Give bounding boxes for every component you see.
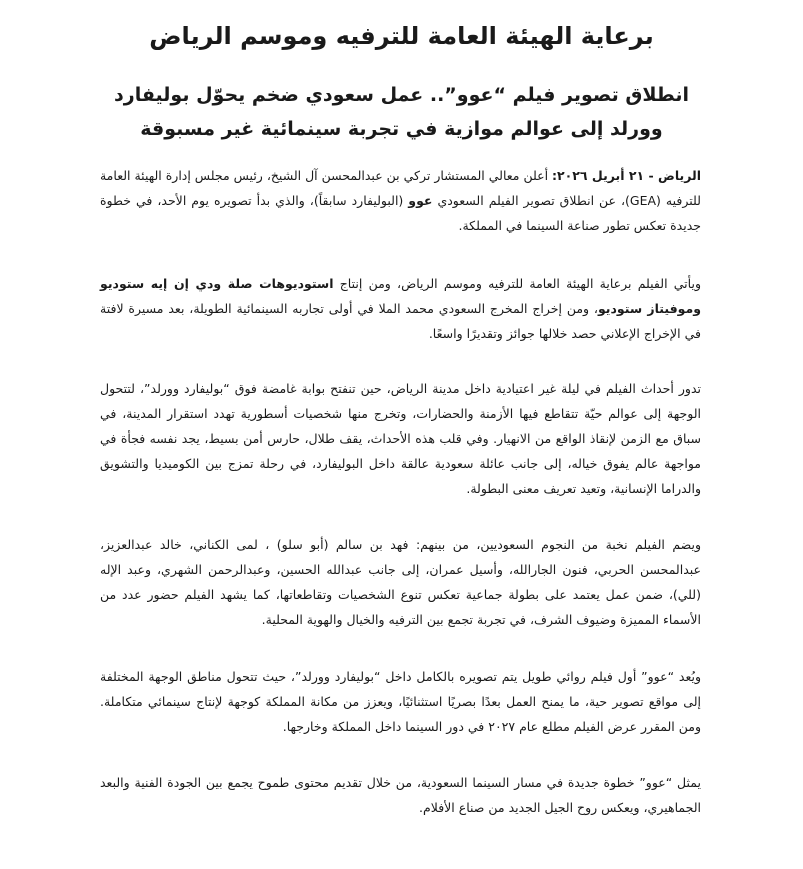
paragraph-production <box>100 271 701 346</box>
paragraph-filming: ويُعد “عوو” أول فيلم روائي طويل يتم تصويره بالكامل داخل “بوليفارد وورلد”، حيث تتحول مناطق الوجهة المختلفة إلى مواقع تصوير حية، ما يمنح العمل بعدًا بصريًا استثنائيًا، ويعزز من مكانة المملكة كوجهة لإنتاج سينمائي متكاملة. ومن المقرر عرض الفيلم مطلع عام ٢٠٢٧ في دور السينما داخل المملكة وخارجها. <box>100 669 701 734</box>
paragraph-text: ويأتي الفيلم برعاية الهيئة العامة للترفيه وموسم الرياض، ومن إنتاج <box>333 276 701 291</box>
producers: استوديوهات صلة ودي إن إيه ستوديو وموفيتاز ستوديو <box>100 276 702 316</box>
paragraph-cast: ويضم الفيلم نخبة من النجوم السعوديين، من بينهم: فهد بن سالم (أبو سلو) ، لمى الكناني، خالد عبدالعزيز، عبدالمحسن الحربي، فنون الجارالله، وأسيل عمران، إلى جانب عبدالله الحسين، وعبدالرحمن الشهري، وعبد الإله (للي)، ضمن عمل يعتمد على بطولة جماعية تعكس تنوع الشخصيات وتقاطعاتها، كما يشهد الفيلم حضور عدد من الأسماء المميزة وضيوف الشرف، في تجربة تجمع بين الترفيه والخيال والهوية المحلية. <box>100 537 701 627</box>
headline: انطلاق تصوير فيلم “عوو”.. عمل سعودي ضخم يحوّل بوليفارد وورلد إلى عوالم موازية في تجربة سينمائية غير مسبوقة <box>114 84 689 140</box>
paragraph-plot: تدور أحداث الفيلم في ليلة غير اعتيادية داخل مدينة الرياض، حين تنفتح بوابة غامضة فوق “بوليفارد وورلد”، لتتحول الوجهة إلى عوالم حيّة تتقاطع فيها الأزمنة والحضارات، وتخرج منها شخصيات أسطورية تهدد استقرار المدينة، في سباق مع الزمن لإنقاذ الواقع من الانهيار. وفي قلب هذه الأحداث، يقف طلال، حارس أمن بسيط، يجد نفسه فجأة في مواجهة عالم يفوق خياله، إلى جانب عائلة سعودية عالقة داخل البوليفارد، في رحلة تمزج بين الكوميديا والتشويق والدراما الإنسانية، وتعيد تعريف معنى البطولة. <box>100 381 701 496</box>
paragraph-closing: يمثل “عوو” خطوة جديدة في مسار السينما السعودية، من خلال تقديم محتوى طموح يجمع بين الجودة الفنية والبعد الجماهيري، ويعكس روح الجيل الجديد من صناع الأفلام. <box>100 775 701 815</box>
dateline: الرياض - ٢١ أبريل ٢٠٢٦: <box>552 168 701 183</box>
paragraph-intro <box>100 163 701 238</box>
paragraph-text: ، ومن إخراج المخرج السعودي محمد الملا في أولى تجاربه السينمائية الطويلة، بعد مسيرة لافتة في الإخراج الإعلاني حصد خلالها جوائز وتقديرًا واسعًا. <box>100 301 701 341</box>
paragraph-text: (البوليفارد سابقاً)، والذي بدأ تصويره يوم الأحد، في خطوة جديدة تعكس تطور صناعة السينما في المملكة. <box>100 193 701 233</box>
film-name: عوو <box>408 193 433 208</box>
header-title: برعاية الهيئة العامة للترفيه وموسم الرياض <box>149 22 654 50</box>
paragraph-text: أعلن معالي المستشار تركي بن عبدالمحسن آل الشيخ، رئيس مجلس إدارة الهيئة العامة للترفيه (GEA)، عن انطلاق تصوير الفيلم السعودي <box>99 168 701 208</box>
